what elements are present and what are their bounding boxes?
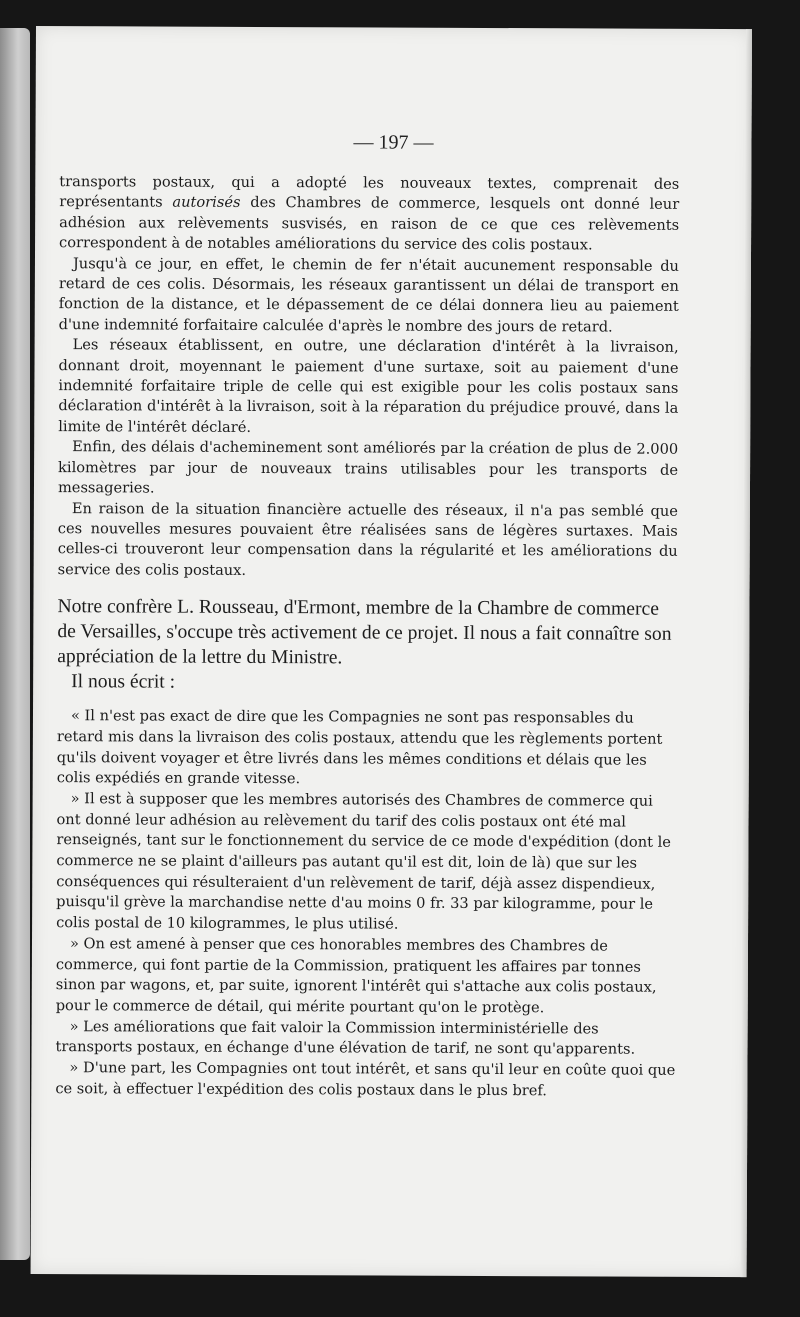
quote-paragraph: » Il est à supposer que les membres autorisés des Chambres de commerce qui ont donné leur adhésion au relèvement du tarif des colis postaux ont été mal renseignés, tant sur le fonctionnement du service de ce mode d'expédition (dont le commerce ne se plaint d'ailleurs pas autant qu'il est dit, loin de là) que sur les conséquences qui résulteraient d'un relèvement de tarif, déjà assez dispendieux, puisqu'il grève la marchandise nette d'au moins 0 fr. 33 par kilogramme, pour le colis postal de 10 kilogrammes, le plus utilisé. (56, 790, 671, 933)
facing-page-edge (0, 28, 30, 1260)
paragraph: Les réseaux établissent, en outre, une déclaration d'intérêt à la livraison, donnant droit, moyennant le paiement d'une surtaxe, soit au paiement d'une indemnité forfaitaire triple de celle qui est exigible pour les colis postaux sans déclaration d'intérêt à la livraison, soit à la réparation du préjudice prouvé, dans la limite de l'intérêt déclaré. (58, 336, 679, 436)
commentary-paragraph: Il nous écrit : (71, 671, 176, 693)
commentary-section (57, 594, 677, 697)
paragraph: Jusqu'à ce jour, en effet, le chemin de fer n'était aucunement responsable du retard de ces colis. Désormais, les réseaux garantissent un délai de transport en fonction de la distance, et le dépassement de ce délai donnera lieu au paiement d'une indemnité forfaitaire calculée d'après le nombre des jours de retard. (58, 254, 679, 336)
commentary-paragraph: Notre confrère L. Rousseau, d'Ermont, membre de la Chambre de commerce de Versailles, s'occupe très activement de ce projet. Il nous a fait connaître son appréciation de la lettre du Ministre. (57, 596, 672, 669)
book-page (31, 26, 752, 1277)
paragraph-text: des Chambres de commerce, lesquels ont donné leur adhésion aux relèvements susvisés, en raison de ce que ces relèvements correspondent à de notables améliorations du service des colis postaux. (59, 194, 680, 254)
page-edge-shadow (741, 29, 752, 1277)
quote-paragraph: » Les améliorations que fait valoir la Commission interministérielle des transports postaux, en échange d'une élévation de tarif, ne sont qu'apparents. (55, 1017, 636, 1058)
paragraph (59, 172, 679, 256)
page-number: — 197 — (353, 131, 434, 154)
paragraph: En raison de la situation financière actuelle des réseaux, il n'a pas semblé que ces nouvelles mesures pouvaient être réalisées sans de légères surtaxes. Mais celles-ci trouveront leur compensation dans la régularité et les améliorations du service des colis postaux. (57, 499, 678, 579)
intro-section (58, 172, 680, 583)
quoted-letter (55, 706, 677, 1102)
italic-word: autorisés (172, 194, 241, 212)
page-body (55, 172, 679, 1102)
quote-paragraph: » On est amené à penser que ces honorables membres des Chambres de commerce, qui font partie de la Commission, pratiquent les affaires par tonnes sinon par wagons, et, par suite, ignorent l'intérêt qui s'attache aux colis postaux, pour le commerce de détail, qui mérite pourtant qu'on le protège. (55, 935, 657, 1017)
quote-paragraph: « Il n'est pas exact de dire que les Compagnies ne sont pas responsables du retard mis dans la livraison des colis postaux, attendu que les règlements portent qu'ils doivent voyager et être livrés dans les mêmes conditions et délais que les colis expédiés en grande vitesse. (56, 707, 663, 788)
paragraph: Enfin, des délais d'acheminement sont améliorés par la création de plus de 2.000 kilomètres par jour de nouveaux trains utilisables pour les transports de messageries. (57, 438, 679, 497)
paragraph-text: transports postaux, qui a adopté les nouveaux textes, comprenait des représentants (59, 173, 680, 212)
quote-paragraph: » D'une part, les Compagnies ont tout intérêt, et sans qu'il leur en coûte quoi que ce soit, à effectuer l'expédition des colis postaux dans le plus bref. (55, 1059, 676, 1100)
